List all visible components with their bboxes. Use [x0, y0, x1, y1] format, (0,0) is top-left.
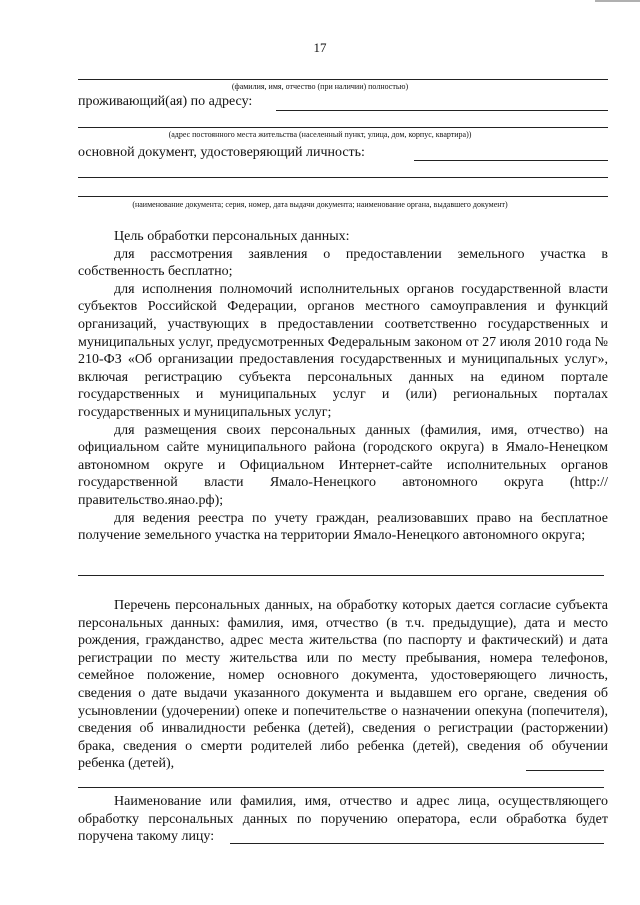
purpose-item: для исполнения полномочий исполнительных органов государственной власти субъектов Российской Федерации, органов местного самоуправления и функций организаций, участвующих в предоставлении соответственно государственных и муниципальных услуг, предусмотренных Федеральным законом от 27 июля 2010 года № 210-ФЗ «Об организации предоставления государственных и муниципальных услуг», включая регистрацию субъекта персональных данных на едином портале государственных и муниципальных услуг и (или) региональных порталах государственных и муниципальных услуг; — [78, 281, 608, 420]
personal-data-blank-line — [78, 787, 604, 788]
personal-data-list: Перечень персональных данных, на обработку которых дается согласие субъекта персональных данных: фамилия, имя, отчество (в т.ч. предыдущие), дата и место рождения, гражданство, адрес места жительства (по паспорту и фактический) и дата регистрации по месту жительства или по месту пребывания, номера телефонов, семейное положение, номер основного документа, удостоверяющего личность, сведения о дате выдачи указанного документа и выдавшем его органе, сведения об усыновлении (удочерении) опеке и попечительстве о назначении опекуна (попечителя), сведения об инвалидности ребенка (детей), сведения о регистрации (расторжении) брака, сведения о смерти родителей либо ребенка (детей), сведения об обучении ребенка (детей), — [78, 598, 608, 772]
purpose-section — [78, 228, 608, 545]
purpose-item: для ведения реестра по учету граждан, реализовавших право на бесплатное получение земельного участка на территории Ямало-Ненецкого автономного округа; — [78, 510, 608, 544]
purpose-item: для рассмотрения заявления о предоставлении земельного участка в собственность бесплатно; — [78, 246, 608, 280]
page-number: 17 — [313, 40, 327, 55]
document-hint: (наименование документа; серия, номер, дата выдачи документа; наименование органа, выдавшего документ) — [132, 200, 508, 209]
fio-blank-line — [78, 79, 608, 80]
scan-edge-mark — [595, 0, 640, 2]
operator-blank-line — [230, 843, 604, 844]
document-label: основной документ, удостоверяющий личность: — [78, 145, 365, 160]
address-label: проживающий(ая) по адресу: — [78, 94, 253, 109]
personal-data-trailing-blank — [526, 770, 604, 771]
fio-hint: (фамилия, имя, отчество (при наличии) полностью) — [231, 82, 409, 91]
purpose-blank-line — [78, 575, 604, 576]
document-blank-line-2 — [78, 177, 608, 178]
personal-data-section — [78, 597, 608, 773]
purpose-item: для размещения своих персональных данных (фамилия, имя, отчество) на официальном сайте муниципального района (городского округа) в Ямало-Ненецком автономном округе и Официальном Интернет-сайте исполнительных органов государственной власти Ямало-Ненецкого автономного округа (http://правительство.янао.рф); — [78, 422, 608, 508]
operator-section — [78, 793, 608, 846]
purpose-title: Цель обработки персональных данных: — [114, 229, 350, 244]
address-blank-line-2 — [78, 127, 608, 128]
document-blank-line-3 — [78, 196, 608, 197]
document-blank-line — [414, 160, 608, 161]
operator-text: Наименование или фамилия, имя, отчество и адрес лица, осуществляющего обработку персональных данных по поручению оператора, если обработка будет поручена такому лицу: — [78, 794, 608, 845]
address-hint: (адрес постоянного места жительства (населенный пункт, улица, дом, корпус, квартира)) — [168, 130, 472, 139]
address-blank-line — [276, 110, 608, 111]
